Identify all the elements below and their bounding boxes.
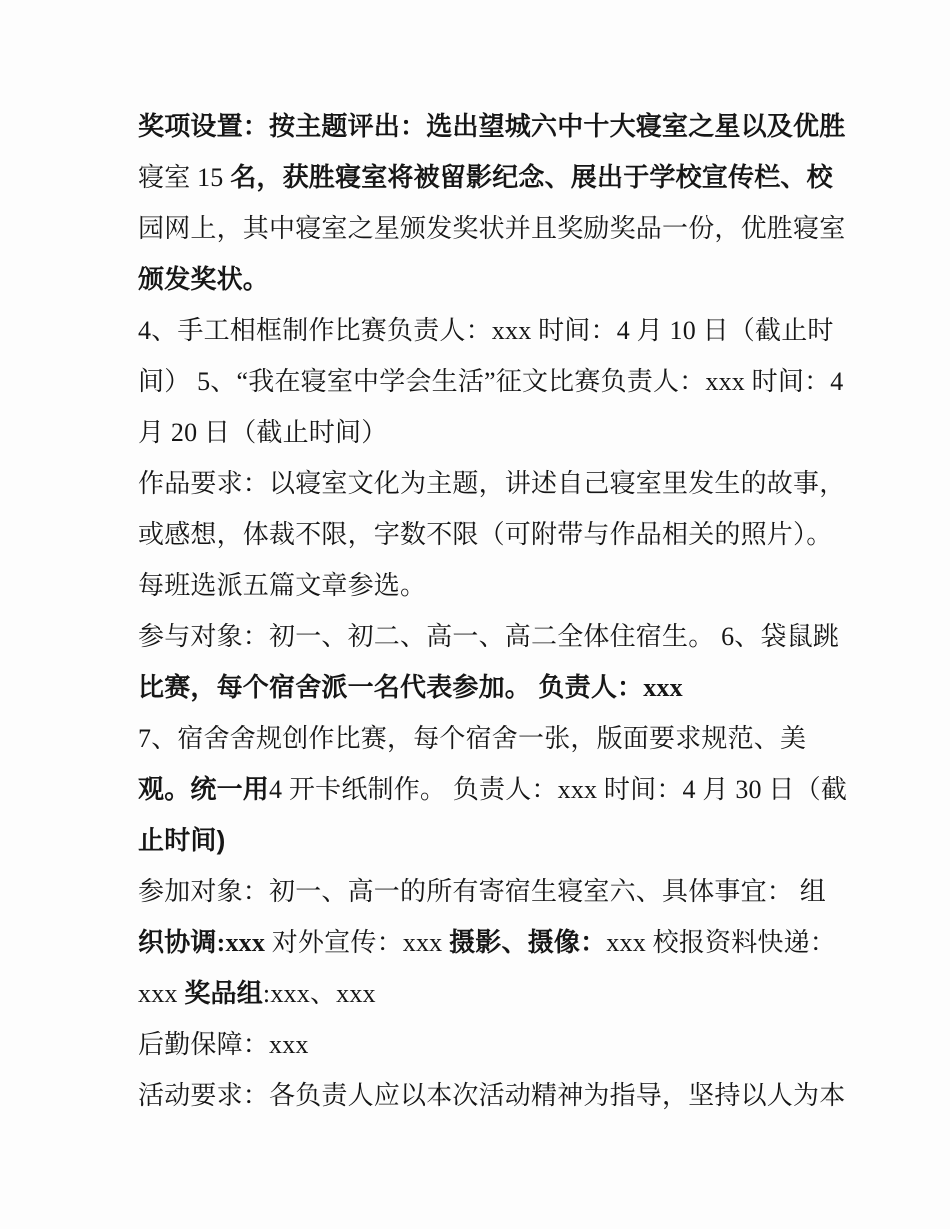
text-line — [138, 662, 838, 713]
text-run: 月 20 日（截止时间） — [138, 418, 388, 447]
text-line — [138, 611, 838, 662]
text-run: 寝室 15 — [138, 163, 231, 192]
text-line — [138, 1070, 846, 1121]
text-run: 或感想，体裁不限，字数不限（可附带与作品相关的照片）。 — [138, 520, 833, 549]
text-line — [138, 764, 848, 815]
text-line — [138, 1019, 838, 1070]
text-run: 观。统一用 — [138, 774, 270, 804]
text-line — [138, 815, 838, 866]
text-run: 奖项设置：按主题评出：选出望城六中十大寝室之星以及优胜 — [138, 111, 846, 141]
text-line — [138, 152, 838, 203]
text-run: 参加对象：初一、高一的所有寄宿生寝室六、具体事宜： 组 — [138, 877, 826, 906]
text-line — [138, 560, 838, 611]
text-run: :xxx — [216, 928, 272, 957]
text-line — [138, 968, 838, 1019]
text-run: xxx — [643, 673, 683, 702]
text-line — [138, 866, 838, 917]
text-line — [138, 356, 844, 407]
text-run: 活动要求：各负责人应以本次活动精神为指导，坚持以人为本 — [138, 1081, 846, 1110]
text-run: 7、宿舍舍规创作比赛，每个宿舍一张，版面要求规范、美 — [138, 724, 807, 753]
text-run: 奖品组 — [184, 978, 263, 1008]
text-line — [138, 305, 838, 356]
text-run: 名，获胜寝室将被留影纪念、展出于学校宣传栏、校 — [230, 162, 833, 192]
text-line — [138, 101, 846, 152]
text-line — [138, 509, 838, 560]
text-run: 作品要求：以寝室文化为主题，讲述自己寝室里发生的故事， — [138, 469, 846, 498]
text-line — [138, 203, 846, 254]
text-line — [138, 713, 838, 764]
text-run: 比赛，每个宿舍派一名代表参加。 负责人： — [138, 672, 644, 702]
text-run: :xxx、xxx — [262, 979, 376, 1008]
text-line — [138, 917, 838, 968]
text-run: 后勤保障：xxx — [138, 1030, 309, 1059]
text-run: 参与对象：初一、初二、高一、高二全体住宿生。 6、袋鼠跳 — [138, 622, 840, 651]
text-line — [138, 458, 846, 509]
text-line — [138, 407, 838, 458]
text-run: xxx 校报资料快递： — [606, 928, 836, 957]
text-run: 4、手工相框制作比赛负责人：xxx 时间：4 月 10 日（截止时 — [138, 316, 834, 345]
text-run: 织协调 — [138, 927, 217, 957]
document-body — [138, 101, 848, 1121]
text-run: 园网上，其中寝室之星颁发奖状并且奖励奖品一份，优胜寝室 — [138, 214, 846, 243]
text-run: 摄影、摄像： — [449, 927, 607, 957]
text-run: 间） 5、“我在寝室中学会生活”征文比赛负责人：xxx 时间：4 — [138, 367, 844, 396]
text-run: 对外宣传：xxx — [271, 928, 450, 957]
text-line — [138, 254, 838, 305]
text-run: 4 开卡纸制作。 负责人：xxx 时间：4 月 30 日（截 — [269, 775, 848, 804]
text-run: 止时间) — [138, 825, 226, 855]
text-run: 颁发奖状。 — [138, 264, 270, 294]
text-run: 每班选派五篇文章参选。 — [138, 571, 427, 600]
text-run: xxx — [138, 979, 185, 1008]
